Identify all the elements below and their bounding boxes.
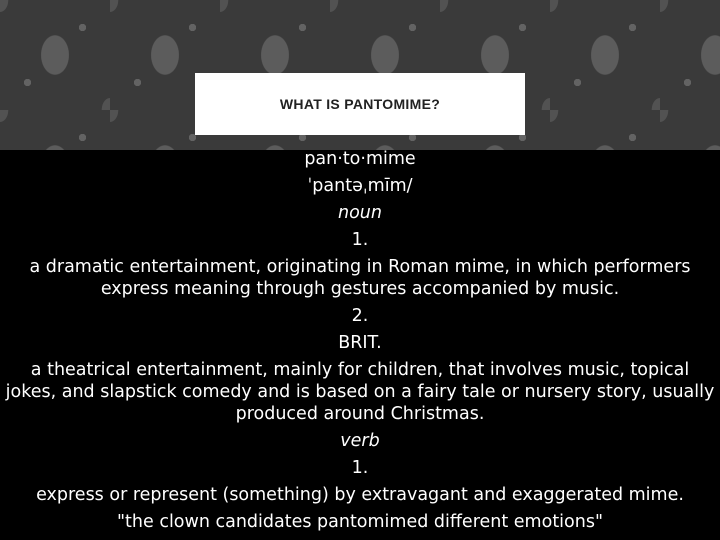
title-box	[195, 73, 525, 135]
slide-title: WHAT IS PANTOMIME?	[279, 96, 441, 112]
sense-number-2: 2.	[351, 306, 369, 326]
pronunciation: ˈpantəˌmīm/	[307, 176, 413, 196]
definition-2: a theatrical entertainment, mainly for children, that involves music, topical jokes, and slapstick comedy and is based on a fairy tale or nursery story, usually produced around Christmas.	[5, 360, 715, 424]
headword: pan·to·mime	[304, 149, 416, 169]
definition-3: express or represent (something) by extravagant and exaggerated mime.	[36, 485, 684, 505]
sense-number-1: 1.	[351, 230, 369, 250]
usage-example: "the clown candidates pantomimed different emotions"	[116, 512, 604, 532]
part-of-speech-verb: verb	[340, 431, 380, 451]
part-of-speech-noun: noun	[338, 203, 382, 223]
region-label: BRIT.	[338, 333, 382, 353]
definition-body	[0, 148, 720, 538]
sense-number-3: 1.	[351, 458, 369, 478]
definition-1: a dramatic entertainment, originating in Roman mime, in which performers express meaning through gestures accompanied by music.	[29, 257, 691, 299]
